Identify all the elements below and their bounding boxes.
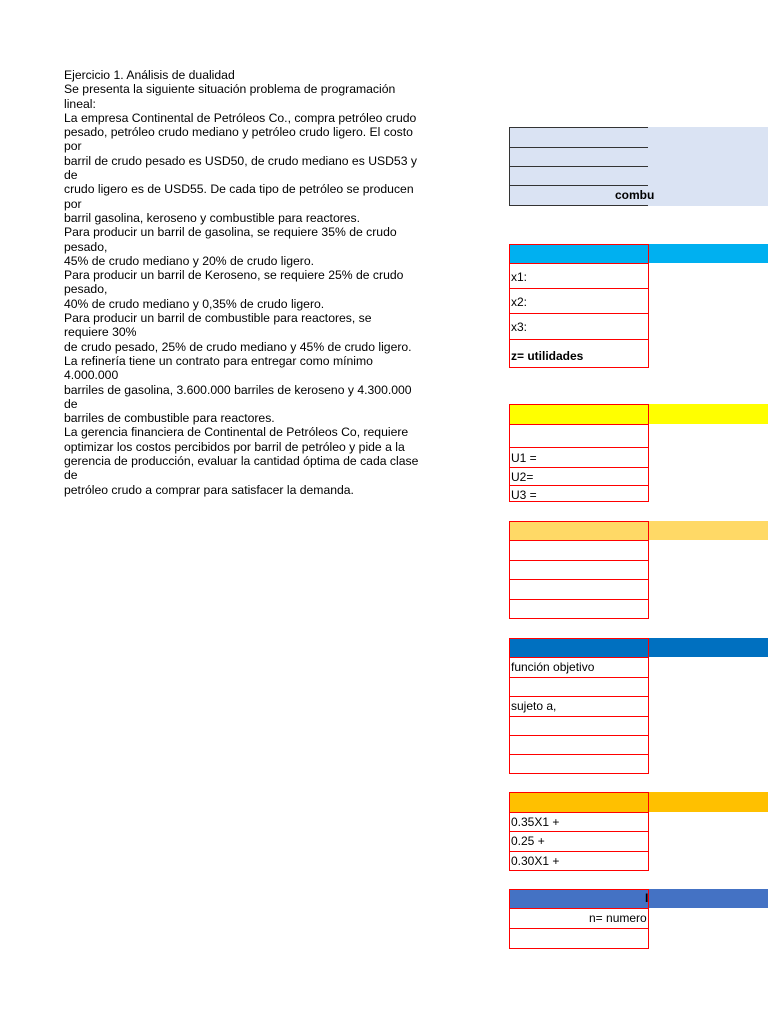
problem-line: de — [64, 168, 78, 183]
problem-line: por — [64, 196, 82, 211]
problem-line: de crudo pesado, 25% de crudo mediano y 45% de crudo ligero. — [64, 339, 412, 354]
problem-line: petróleo crudo a comprar para satisfacer la demanda. — [64, 482, 354, 497]
problem-line: La empresa Continental de Petróleos Co., compra petróleo crudo — [64, 110, 417, 125]
subject-to-label: sujeto a, — [511, 699, 557, 713]
constraint-3: 0.30X1 + — [511, 854, 560, 868]
empty-table — [509, 521, 768, 619]
u3-label: U3 = — [511, 488, 537, 502]
var-z-label: z= utilidades — [511, 349, 584, 363]
problem-line: barriles de gasolina, 3.600.000 barriles de keroseno y 4.300.000 — [64, 382, 412, 397]
problem-line: 4.000.000 — [64, 368, 119, 383]
problem-line: barriles de combustible para reactores. — [64, 411, 275, 426]
problem-line: 40% de crudo mediano y 0,35% de crudo ligero. — [64, 296, 325, 311]
footer-header-char: I — [645, 891, 649, 905]
cost-table — [509, 127, 768, 206]
problem-line: gerencia de producción, evaluar la cantidad óptima de cada clase — [64, 454, 419, 469]
u1-label: U1 = — [511, 451, 537, 465]
constraints-table — [509, 792, 768, 871]
problem-line: barril gasolina, keroseno y combustible para reactores. — [64, 210, 361, 225]
problem-line: Para producir un barril de Keroseno, se requiere 25% de crudo — [64, 268, 404, 283]
u2-label: U2= — [511, 470, 534, 484]
variables-table — [509, 244, 768, 368]
var-x3-label: x3: — [511, 320, 528, 334]
problem-line: La gerencia financiera de Continental de Petróleos Co, requiere — [64, 425, 409, 440]
problem-line: Se presenta la siguiente situación problema de programación — [64, 82, 396, 97]
problem-line: Ejercicio 1. Análisis de dualidad — [64, 68, 235, 82]
footer-table — [509, 889, 768, 949]
model-table — [509, 638, 768, 774]
problem-line: requiere 30% — [64, 325, 137, 340]
cost-table-text: combu — [615, 188, 655, 202]
problem-line: 45% de crudo mediano y 20% de crudo ligero. — [64, 253, 314, 268]
problem-line: pesado, petróleo crudo mediano y petróleo crudo ligero. El costo — [64, 125, 413, 140]
utilities-table — [509, 404, 768, 502]
problem-line: pesado, — [64, 239, 108, 254]
problem-line: barril de crudo pesado es USD50, de crudo mediano es USD53 y — [64, 153, 417, 168]
problem-line: optimizar los costos percibidos por barril de petróleo y pide a la — [64, 439, 405, 454]
problem-line: de — [64, 468, 78, 483]
n-number-label: n= numero — [589, 911, 647, 925]
problem-statement — [64, 68, 444, 497]
problem-line: por — [64, 139, 82, 154]
problem-line: Para producir un barril de gasolina, se requiere 35% de crudo — [64, 225, 397, 240]
problem-line: crudo ligero es de USD55. De cada tipo de petróleo se producen — [64, 182, 414, 197]
var-x2-label: x2: — [511, 295, 528, 309]
problem-line: de — [64, 396, 78, 411]
objective-label: función objetivo — [511, 660, 595, 674]
problem-line: La refinería tiene un contrato para entregar como mínimo — [64, 353, 373, 368]
problem-line: Para producir un barril de combustible para reactores, se — [64, 311, 372, 326]
constraint-2: 0.25 + — [511, 834, 545, 848]
problem-line: lineal: — [64, 96, 96, 111]
var-x1-label: x1: — [511, 270, 528, 284]
problem-line: pesado, — [64, 282, 108, 297]
constraint-1: 0.35X1 + — [511, 815, 560, 829]
